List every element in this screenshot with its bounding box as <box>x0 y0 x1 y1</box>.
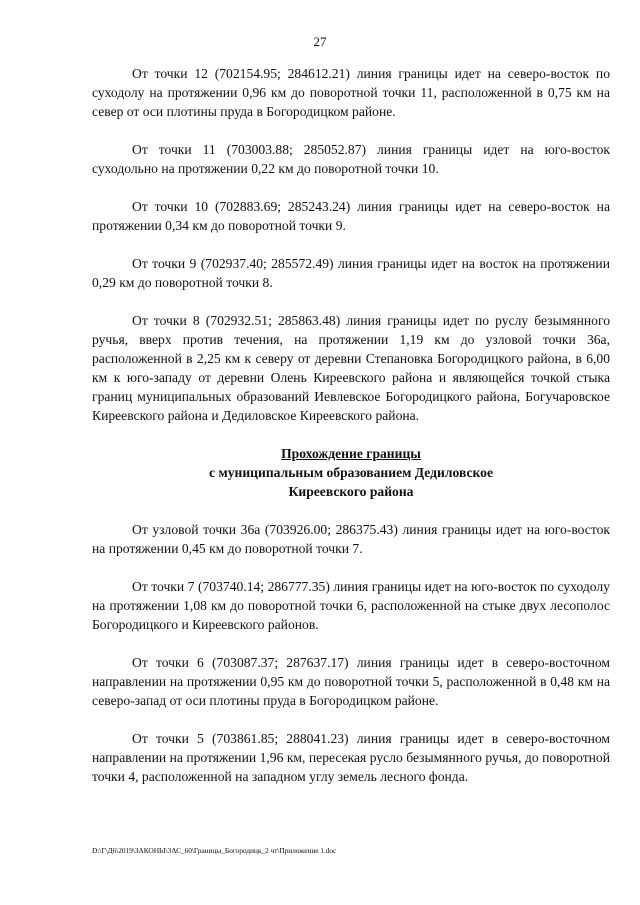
section-heading-line-3: Киреевского района <box>288 484 414 499</box>
paragraph-point-36a: От узловой точки 36а (703926.00; 286375.43) линия границы идет на юго-восток на протяжении 0,45 км до поворотной точки 7. <box>92 522 610 556</box>
section-heading-line-1: Прохождение границы <box>281 446 421 461</box>
paragraph-point-11: От точки 11 (703003.88; 285052.87) линия границы идет на юго-восток суходольно на протяжении 0,22 км до поворотной точки 10. <box>92 142 610 176</box>
file-path-footer: D:\Г\Д6\2019\ЗАКОНЫ\ЗАС_60\Границы_Богородицк_2 чт\Приложение 1.doc <box>92 846 337 855</box>
paragraph-point-10: От точки 10 (702883.69; 285243.24) линия границы идет на северо-восток на протяжении 0,34 км до поворотной точки 9. <box>92 199 610 233</box>
paragraph-point-7: От точки 7 (703740.14; 286777.35) линия границы идет на юго-восток по суходолу на протяжении 1,08 км до поворотной точки 6, расположенной на стыке двух лесополос Богородицкого и Киреевского районов. <box>92 579 610 632</box>
document-body <box>92 64 610 786</box>
paragraph-point-9: От точки 9 (702937.40; 285572.49) линия границы идет на восток на протяжении 0,29 км до поворотной точки 8. <box>92 256 610 290</box>
paragraph-point-12: От точки 12 (702154.95; 284612.21) линия границы идет на северо-восток по суходолу на протяжении 0,96 км до поворотной точки 11, расположенной в 0,75 км на север от оси плотины пруда в Богородицком районе. <box>92 66 610 119</box>
paragraph-point-8: От точки 8 (702932.51; 285863.48) линия границы идет по руслу безымянного ручья, вверх против течения, на протяжении 1,19 км до узловой точки 36а, расположенной в 2,25 км к северу от деревни Степановка Богородицкого района, в 6,00 км к юго-западу от деревни Олень Киреевского района и являющейся точкой стыка границ муниципальных образований Иевлевское Богородицкого района, Богучаровское Киреевского района и Дедиловское Киреевского района. <box>92 313 610 423</box>
paragraph-point-6: От точки 6 (703087.37; 287637.17) линия границы идет в северо-восточном направлении на протяжении 0,95 км до поворотной точки 5, расположенной в 0,48 км на северо-запад от оси плотины пруда в Богородицком районе. <box>92 655 610 708</box>
paragraph-point-5: От точки 5 (703861.85; 288041.23) линия границы идет в северо-восточном направлении на протяжении 1,96 км, пересекая русло безымянного ручья, до поворотной точки 4, расположенной на западном углу земель лесного фонда. <box>92 731 610 784</box>
section-heading-line-2: с муниципальным образованием Дедиловское <box>209 465 493 480</box>
section-heading <box>92 444 610 501</box>
page-number: 27 <box>313 34 327 49</box>
